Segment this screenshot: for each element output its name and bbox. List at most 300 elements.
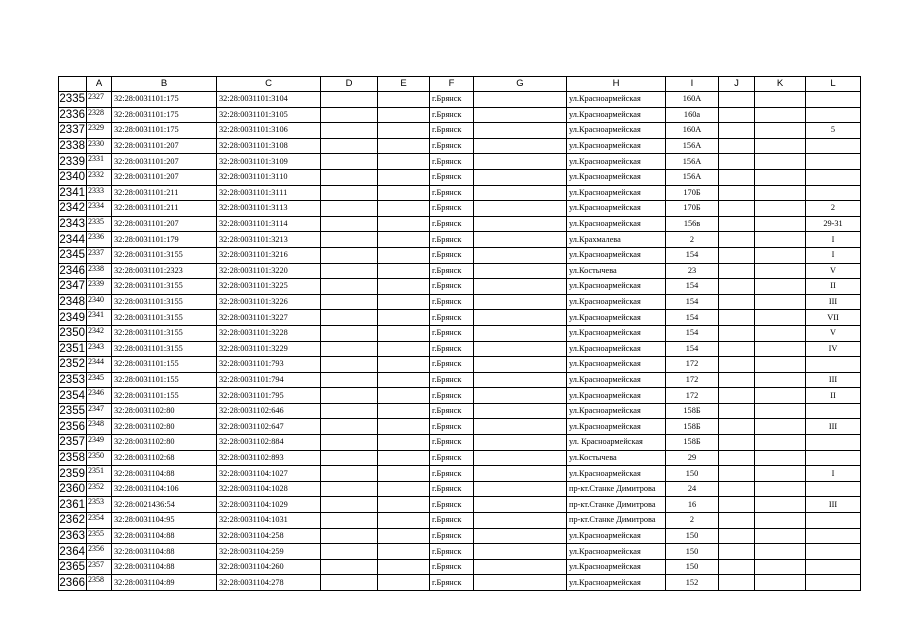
cell-f[interactable]: г.Брянск bbox=[430, 123, 474, 139]
cell-d[interactable] bbox=[321, 528, 378, 544]
cell-c[interactable]: 32:28:0031104:1031 bbox=[217, 513, 321, 529]
cell-c[interactable]: 32:28:0031102:884 bbox=[217, 435, 321, 451]
cell-h[interactable]: ул.Красноармейская bbox=[567, 216, 666, 232]
row-number[interactable]: 2357 bbox=[59, 436, 85, 449]
cell-d[interactable] bbox=[321, 123, 378, 139]
column-header-d[interactable]: D bbox=[321, 77, 378, 92]
cell-f[interactable]: г.Брянск bbox=[430, 450, 474, 466]
cell-g[interactable] bbox=[474, 450, 567, 466]
row-number[interactable]: 2362 bbox=[59, 514, 85, 527]
cell-g[interactable] bbox=[474, 216, 567, 232]
cell-i[interactable]: 160А bbox=[666, 92, 719, 108]
cell-e[interactable] bbox=[378, 513, 430, 529]
cell-g[interactable] bbox=[474, 123, 567, 139]
cell-e[interactable] bbox=[378, 341, 430, 357]
cell-e[interactable] bbox=[378, 169, 430, 185]
cell-l[interactable] bbox=[806, 513, 861, 529]
cell-k[interactable] bbox=[755, 154, 806, 170]
cell-b[interactable]: 32:28:0031104:88 bbox=[112, 528, 217, 544]
cell-b[interactable]: 32:28:0031101:179 bbox=[112, 232, 217, 248]
row-number[interactable]: 2355 bbox=[59, 405, 85, 418]
cell-g[interactable] bbox=[474, 185, 567, 201]
cell-g[interactable] bbox=[474, 481, 567, 497]
cell-f[interactable]: г.Брянск bbox=[430, 325, 474, 341]
cell-l[interactable]: I bbox=[806, 232, 861, 248]
cell-i[interactable]: 150 bbox=[666, 559, 719, 575]
cell-c[interactable]: 32:28:0031101:794 bbox=[217, 372, 321, 388]
cell-i[interactable]: 156в bbox=[666, 216, 719, 232]
cell-d[interactable] bbox=[321, 201, 378, 217]
cell-b[interactable]: 32:28:0031101:155 bbox=[112, 357, 217, 373]
cell-h[interactable]: ул.Красноармейская bbox=[567, 341, 666, 357]
cell-b[interactable]: 32:28:0031101:175 bbox=[112, 92, 217, 108]
cell-b[interactable]: 32:28:0031102:80 bbox=[112, 435, 217, 451]
cell-i[interactable]: 172 bbox=[666, 357, 719, 373]
row-number[interactable]: 2358 bbox=[59, 451, 85, 464]
cell-i[interactable]: 156А bbox=[666, 138, 719, 154]
cell-g[interactable] bbox=[474, 92, 567, 108]
cell-c[interactable]: 32:28:0031101:3114 bbox=[217, 216, 321, 232]
cell-j[interactable] bbox=[719, 216, 755, 232]
cell-j[interactable] bbox=[719, 388, 755, 404]
column-header-a[interactable]: A bbox=[87, 77, 112, 92]
cell-j[interactable] bbox=[719, 357, 755, 373]
cell-c[interactable]: 32:28:0031102:646 bbox=[217, 403, 321, 419]
row-number[interactable]: 2341 bbox=[59, 186, 85, 199]
cell-b[interactable]: 32:28:0031101:175 bbox=[112, 107, 217, 123]
cell-d[interactable] bbox=[321, 232, 378, 248]
cell-b[interactable]: 32:28:0031101:3155 bbox=[112, 279, 217, 295]
cell-l[interactable]: II bbox=[806, 388, 861, 404]
cell-c[interactable]: 32:28:0031101:3227 bbox=[217, 310, 321, 326]
cell-j[interactable] bbox=[719, 123, 755, 139]
cell-h[interactable]: ул.Красноармейская bbox=[567, 294, 666, 310]
cell-e[interactable] bbox=[378, 138, 430, 154]
cell-f[interactable]: г.Брянск bbox=[430, 310, 474, 326]
row-number[interactable]: 2343 bbox=[59, 218, 85, 231]
row-number[interactable]: 2363 bbox=[59, 529, 85, 542]
cell-h[interactable]: пр-кт.Станке Димитрова bbox=[567, 481, 666, 497]
cell-e[interactable] bbox=[378, 466, 430, 482]
cell-h[interactable]: ул.Красноармейская bbox=[567, 92, 666, 108]
cell-f[interactable]: г.Брянск bbox=[430, 466, 474, 482]
cell-a[interactable]: 2330 bbox=[87, 138, 112, 154]
cell-j[interactable] bbox=[719, 279, 755, 295]
cell-g[interactable] bbox=[474, 232, 567, 248]
cell-f[interactable]: г.Брянск bbox=[430, 497, 474, 513]
cell-a[interactable]: 2343 bbox=[87, 341, 112, 357]
cell-j[interactable] bbox=[719, 466, 755, 482]
cell-a[interactable]: 2354 bbox=[87, 513, 112, 529]
cell-i[interactable]: 152 bbox=[666, 575, 719, 591]
cell-b[interactable]: 32:28:0031104:88 bbox=[112, 559, 217, 575]
cell-a[interactable]: 2358 bbox=[87, 575, 112, 591]
cell-j[interactable] bbox=[719, 310, 755, 326]
cell-f[interactable]: г.Брянск bbox=[430, 341, 474, 357]
cell-d[interactable] bbox=[321, 294, 378, 310]
cell-k[interactable] bbox=[755, 247, 806, 263]
cell-c[interactable]: 32:28:0031101:3216 bbox=[217, 247, 321, 263]
cell-a[interactable]: 2340 bbox=[87, 294, 112, 310]
cell-k[interactable] bbox=[755, 107, 806, 123]
cell-b[interactable]: 32:28:0031102:68 bbox=[112, 450, 217, 466]
cell-i[interactable]: 156А bbox=[666, 154, 719, 170]
cell-f[interactable]: г.Брянск bbox=[430, 154, 474, 170]
cell-l[interactable]: VII bbox=[806, 310, 861, 326]
cell-e[interactable] bbox=[378, 528, 430, 544]
cell-b[interactable]: 32:28:0031104:88 bbox=[112, 544, 217, 560]
row-number[interactable]: 2353 bbox=[59, 373, 85, 386]
cell-j[interactable] bbox=[719, 575, 755, 591]
cell-h[interactable]: ул.Красноармейская bbox=[567, 185, 666, 201]
cell-f[interactable]: г.Брянск bbox=[430, 544, 474, 560]
cell-i[interactable]: 170Б bbox=[666, 185, 719, 201]
cell-e[interactable] bbox=[378, 216, 430, 232]
cell-c[interactable]: 32:28:0031104:260 bbox=[217, 559, 321, 575]
cell-f[interactable]: г.Брянск bbox=[430, 263, 474, 279]
cell-i[interactable]: 154 bbox=[666, 310, 719, 326]
cell-a[interactable]: 2347 bbox=[87, 403, 112, 419]
cell-k[interactable] bbox=[755, 388, 806, 404]
cell-b[interactable]: 32:28:0031101:211 bbox=[112, 185, 217, 201]
cell-f[interactable]: г.Брянск bbox=[430, 185, 474, 201]
cell-a[interactable]: 2335 bbox=[87, 216, 112, 232]
cell-c[interactable]: 32:28:0031102:893 bbox=[217, 450, 321, 466]
cell-g[interactable] bbox=[474, 107, 567, 123]
cell-k[interactable] bbox=[755, 403, 806, 419]
cell-g[interactable] bbox=[474, 544, 567, 560]
cell-b[interactable]: 32:28:0031104:106 bbox=[112, 481, 217, 497]
cell-d[interactable] bbox=[321, 450, 378, 466]
cell-c[interactable]: 32:28:0031101:793 bbox=[217, 357, 321, 373]
cell-d[interactable] bbox=[321, 559, 378, 575]
cell-c[interactable]: 32:28:0031104:259 bbox=[217, 544, 321, 560]
cell-l[interactable]: III bbox=[806, 372, 861, 388]
cell-k[interactable] bbox=[755, 310, 806, 326]
cell-b[interactable]: 32:28:0031101:155 bbox=[112, 372, 217, 388]
cell-k[interactable] bbox=[755, 357, 806, 373]
cell-i[interactable]: 24 bbox=[666, 481, 719, 497]
cell-b[interactable]: 32:28:0031102:80 bbox=[112, 419, 217, 435]
cell-l[interactable]: III bbox=[806, 497, 861, 513]
row-number[interactable]: 2350 bbox=[59, 327, 85, 340]
cell-c[interactable]: 32:28:0031104:258 bbox=[217, 528, 321, 544]
column-header-k[interactable]: K bbox=[755, 77, 806, 92]
row-number[interactable]: 2349 bbox=[59, 311, 85, 324]
cell-e[interactable] bbox=[378, 294, 430, 310]
column-header-e[interactable]: E bbox=[378, 77, 430, 92]
cell-c[interactable]: 32:28:0031101:3113 bbox=[217, 201, 321, 217]
cell-a[interactable]: 2332 bbox=[87, 169, 112, 185]
cell-d[interactable] bbox=[321, 497, 378, 513]
cell-k[interactable] bbox=[755, 201, 806, 217]
cell-d[interactable] bbox=[321, 357, 378, 373]
cell-h[interactable]: ул.Красноармейская bbox=[567, 419, 666, 435]
cell-j[interactable] bbox=[719, 435, 755, 451]
row-number[interactable]: 2337 bbox=[59, 124, 85, 137]
cell-i[interactable]: 150 bbox=[666, 544, 719, 560]
cell-e[interactable] bbox=[378, 310, 430, 326]
cell-h[interactable]: пр-кт.Станке Димитрова bbox=[567, 497, 666, 513]
cell-l[interactable] bbox=[806, 544, 861, 560]
cell-a[interactable]: 2353 bbox=[87, 497, 112, 513]
cell-l[interactable] bbox=[806, 357, 861, 373]
cell-h[interactable]: ул.Красноармейская bbox=[567, 466, 666, 482]
cell-g[interactable] bbox=[474, 513, 567, 529]
cell-h[interactable]: ул.Красноармейская bbox=[567, 403, 666, 419]
cell-a[interactable]: 2344 bbox=[87, 357, 112, 373]
cell-k[interactable] bbox=[755, 279, 806, 295]
cell-i[interactable]: 154 bbox=[666, 247, 719, 263]
cell-h[interactable]: ул.Красноармейская bbox=[567, 325, 666, 341]
cell-d[interactable] bbox=[321, 107, 378, 123]
cell-a[interactable]: 2327 bbox=[87, 92, 112, 108]
cell-b[interactable]: 32:28:0031101:207 bbox=[112, 216, 217, 232]
cell-f[interactable]: г.Брянск bbox=[430, 279, 474, 295]
cell-i[interactable]: 154 bbox=[666, 325, 719, 341]
cell-h[interactable]: ул.Красноармейская bbox=[567, 575, 666, 591]
column-header-f[interactable]: F bbox=[430, 77, 474, 92]
cell-k[interactable] bbox=[755, 325, 806, 341]
cell-d[interactable] bbox=[321, 263, 378, 279]
cell-i[interactable]: 16 bbox=[666, 497, 719, 513]
cell-l[interactable] bbox=[806, 169, 861, 185]
cell-b[interactable]: 32:28:0031104:88 bbox=[112, 466, 217, 482]
cell-f[interactable]: г.Брянск bbox=[430, 419, 474, 435]
cell-d[interactable] bbox=[321, 388, 378, 404]
cell-j[interactable] bbox=[719, 341, 755, 357]
cell-c[interactable]: 32:28:0031101:3226 bbox=[217, 294, 321, 310]
cell-e[interactable] bbox=[378, 92, 430, 108]
cell-b[interactable]: 32:28:0031101:207 bbox=[112, 169, 217, 185]
cell-i[interactable]: 2 bbox=[666, 513, 719, 529]
cell-e[interactable] bbox=[378, 450, 430, 466]
cell-j[interactable] bbox=[719, 107, 755, 123]
cell-j[interactable] bbox=[719, 232, 755, 248]
cell-h[interactable]: ул.Костычева bbox=[567, 450, 666, 466]
cell-f[interactable]: г.Брянск bbox=[430, 232, 474, 248]
row-number[interactable]: 2344 bbox=[59, 233, 85, 246]
cell-e[interactable] bbox=[378, 497, 430, 513]
column-header-c[interactable]: C bbox=[217, 77, 321, 92]
row-number[interactable]: 2335 bbox=[59, 93, 85, 106]
cell-c[interactable]: 32:28:0031101:3229 bbox=[217, 341, 321, 357]
cell-d[interactable] bbox=[321, 513, 378, 529]
cell-a[interactable]: 2346 bbox=[87, 388, 112, 404]
cell-i[interactable]: 150 bbox=[666, 466, 719, 482]
cell-i[interactable]: 23 bbox=[666, 263, 719, 279]
cell-c[interactable]: 32:28:0031101:3108 bbox=[217, 138, 321, 154]
select-all-corner[interactable] bbox=[59, 77, 87, 92]
cell-i[interactable]: 158Б bbox=[666, 403, 719, 419]
cell-h[interactable]: ул.Красноармейская bbox=[567, 372, 666, 388]
cell-d[interactable] bbox=[321, 138, 378, 154]
cell-c[interactable]: 32:28:0031102:647 bbox=[217, 419, 321, 435]
row-number[interactable]: 2345 bbox=[59, 249, 85, 262]
cell-k[interactable] bbox=[755, 232, 806, 248]
cell-h[interactable]: ул.Красноармейская bbox=[567, 544, 666, 560]
cell-d[interactable] bbox=[321, 247, 378, 263]
cell-h[interactable]: ул.Красноармейская bbox=[567, 388, 666, 404]
cell-k[interactable] bbox=[755, 435, 806, 451]
row-number[interactable]: 2354 bbox=[59, 389, 85, 402]
cell-l[interactable] bbox=[806, 575, 861, 591]
cell-c[interactable]: 32:28:0031104:1028 bbox=[217, 481, 321, 497]
row-number[interactable]: 2352 bbox=[59, 358, 85, 371]
cell-f[interactable]: г.Брянск bbox=[430, 216, 474, 232]
row-number[interactable]: 2360 bbox=[59, 483, 85, 496]
cell-l[interactable] bbox=[806, 450, 861, 466]
row-number[interactable]: 2340 bbox=[59, 171, 85, 184]
cell-e[interactable] bbox=[378, 325, 430, 341]
cell-j[interactable] bbox=[719, 497, 755, 513]
cell-a[interactable]: 2341 bbox=[87, 310, 112, 326]
cell-e[interactable] bbox=[378, 403, 430, 419]
column-header-j[interactable]: J bbox=[719, 77, 755, 92]
cell-f[interactable]: г.Брянск bbox=[430, 481, 474, 497]
cell-g[interactable] bbox=[474, 419, 567, 435]
cell-i[interactable]: 2 bbox=[666, 232, 719, 248]
cell-l[interactable]: V bbox=[806, 263, 861, 279]
cell-f[interactable]: г.Брянск bbox=[430, 513, 474, 529]
cell-a[interactable]: 2339 bbox=[87, 279, 112, 295]
cell-l[interactable] bbox=[806, 138, 861, 154]
cell-d[interactable] bbox=[321, 544, 378, 560]
cell-b[interactable]: 32:28:0031101:211 bbox=[112, 201, 217, 217]
cell-l[interactable] bbox=[806, 481, 861, 497]
cell-a[interactable]: 2357 bbox=[87, 559, 112, 575]
cell-k[interactable] bbox=[755, 263, 806, 279]
cell-j[interactable] bbox=[719, 201, 755, 217]
cell-f[interactable]: г.Брянск bbox=[430, 372, 474, 388]
cell-l[interactable]: I bbox=[806, 466, 861, 482]
cell-h[interactable]: ул.Красноармейская bbox=[567, 154, 666, 170]
cell-h[interactable]: ул.Красноармейская bbox=[567, 169, 666, 185]
cell-a[interactable]: 2356 bbox=[87, 544, 112, 560]
cell-e[interactable] bbox=[378, 247, 430, 263]
row-number[interactable]: 2336 bbox=[59, 108, 85, 121]
cell-c[interactable]: 32:28:0031101:3213 bbox=[217, 232, 321, 248]
cell-i[interactable]: 158Б bbox=[666, 435, 719, 451]
cell-e[interactable] bbox=[378, 357, 430, 373]
cell-a[interactable]: 2355 bbox=[87, 528, 112, 544]
cell-d[interactable] bbox=[321, 419, 378, 435]
column-header-l[interactable]: L bbox=[806, 77, 861, 92]
cell-l[interactable] bbox=[806, 92, 861, 108]
cell-h[interactable]: пр-кт.Станке Димитрова bbox=[567, 513, 666, 529]
cell-k[interactable] bbox=[755, 419, 806, 435]
cell-k[interactable] bbox=[755, 169, 806, 185]
cell-d[interactable] bbox=[321, 216, 378, 232]
cell-c[interactable]: 32:28:0031101:3104 bbox=[217, 92, 321, 108]
cell-e[interactable] bbox=[378, 232, 430, 248]
cell-c[interactable]: 32:28:0031101:3106 bbox=[217, 123, 321, 139]
cell-k[interactable] bbox=[755, 528, 806, 544]
cell-g[interactable] bbox=[474, 528, 567, 544]
row-number[interactable]: 2356 bbox=[59, 420, 85, 433]
cell-k[interactable] bbox=[755, 450, 806, 466]
cell-h[interactable]: ул.Красноармейская bbox=[567, 123, 666, 139]
cell-h[interactable]: ул.Красноармейская bbox=[567, 247, 666, 263]
cell-d[interactable] bbox=[321, 92, 378, 108]
cell-c[interactable]: 32:28:0031101:3225 bbox=[217, 279, 321, 295]
cell-e[interactable] bbox=[378, 435, 430, 451]
cell-f[interactable]: г.Брянск bbox=[430, 559, 474, 575]
cell-d[interactable] bbox=[321, 435, 378, 451]
cell-k[interactable] bbox=[755, 185, 806, 201]
cell-l[interactable] bbox=[806, 528, 861, 544]
cell-j[interactable] bbox=[719, 247, 755, 263]
cell-e[interactable] bbox=[378, 279, 430, 295]
cell-e[interactable] bbox=[378, 481, 430, 497]
cell-b[interactable]: 32:28:0021436:54 bbox=[112, 497, 217, 513]
cell-i[interactable]: 158Б bbox=[666, 419, 719, 435]
cell-f[interactable]: г.Брянск bbox=[430, 247, 474, 263]
row-number[interactable]: 2347 bbox=[59, 280, 85, 293]
cell-g[interactable] bbox=[474, 466, 567, 482]
cell-c[interactable]: 32:28:0031101:3220 bbox=[217, 263, 321, 279]
cell-b[interactable]: 32:28:0031102:80 bbox=[112, 403, 217, 419]
cell-j[interactable] bbox=[719, 185, 755, 201]
cell-k[interactable] bbox=[755, 481, 806, 497]
cell-c[interactable]: 32:28:0031101:3110 bbox=[217, 169, 321, 185]
cell-k[interactable] bbox=[755, 92, 806, 108]
cell-l[interactable]: 5 bbox=[806, 123, 861, 139]
cell-f[interactable]: г.Брянск bbox=[430, 92, 474, 108]
cell-a[interactable]: 2350 bbox=[87, 450, 112, 466]
cell-j[interactable] bbox=[719, 263, 755, 279]
cell-c[interactable]: 32:28:0031104:1029 bbox=[217, 497, 321, 513]
row-number[interactable]: 2366 bbox=[59, 576, 85, 589]
row-number[interactable]: 2351 bbox=[59, 342, 85, 355]
cell-j[interactable] bbox=[719, 544, 755, 560]
cell-i[interactable]: 156А bbox=[666, 169, 719, 185]
cell-k[interactable] bbox=[755, 216, 806, 232]
cell-h[interactable]: ул.Крахмалева bbox=[567, 232, 666, 248]
cell-k[interactable] bbox=[755, 513, 806, 529]
cell-j[interactable] bbox=[719, 481, 755, 497]
cell-a[interactable]: 2336 bbox=[87, 232, 112, 248]
cell-e[interactable] bbox=[378, 263, 430, 279]
row-number[interactable]: 2338 bbox=[59, 140, 85, 153]
cell-b[interactable]: 32:28:0031101:3155 bbox=[112, 310, 217, 326]
cell-h[interactable]: ул.Красноармейская bbox=[567, 310, 666, 326]
cell-a[interactable]: 2337 bbox=[87, 247, 112, 263]
cell-b[interactable]: 32:28:0031101:3155 bbox=[112, 325, 217, 341]
cell-h[interactable]: ул.Костычева bbox=[567, 263, 666, 279]
cell-i[interactable]: 154 bbox=[666, 294, 719, 310]
cell-f[interactable]: г.Брянск bbox=[430, 435, 474, 451]
cell-a[interactable]: 2338 bbox=[87, 263, 112, 279]
cell-l[interactable] bbox=[806, 559, 861, 575]
column-header-b[interactable]: B bbox=[112, 77, 217, 92]
cell-h[interactable]: ул.Красноармейская bbox=[567, 107, 666, 123]
cell-l[interactable]: I bbox=[806, 247, 861, 263]
cell-k[interactable] bbox=[755, 138, 806, 154]
cell-k[interactable] bbox=[755, 575, 806, 591]
cell-g[interactable] bbox=[474, 247, 567, 263]
cell-c[interactable]: 32:28:0031101:3109 bbox=[217, 154, 321, 170]
cell-j[interactable] bbox=[719, 450, 755, 466]
cell-h[interactable]: ул.Красноармейская bbox=[567, 201, 666, 217]
cell-j[interactable] bbox=[719, 294, 755, 310]
cell-g[interactable] bbox=[474, 435, 567, 451]
cell-b[interactable]: 32:28:0031104:89 bbox=[112, 575, 217, 591]
cell-a[interactable]: 2349 bbox=[87, 435, 112, 451]
cell-e[interactable] bbox=[378, 575, 430, 591]
cell-e[interactable] bbox=[378, 201, 430, 217]
row-number[interactable]: 2365 bbox=[59, 561, 85, 574]
